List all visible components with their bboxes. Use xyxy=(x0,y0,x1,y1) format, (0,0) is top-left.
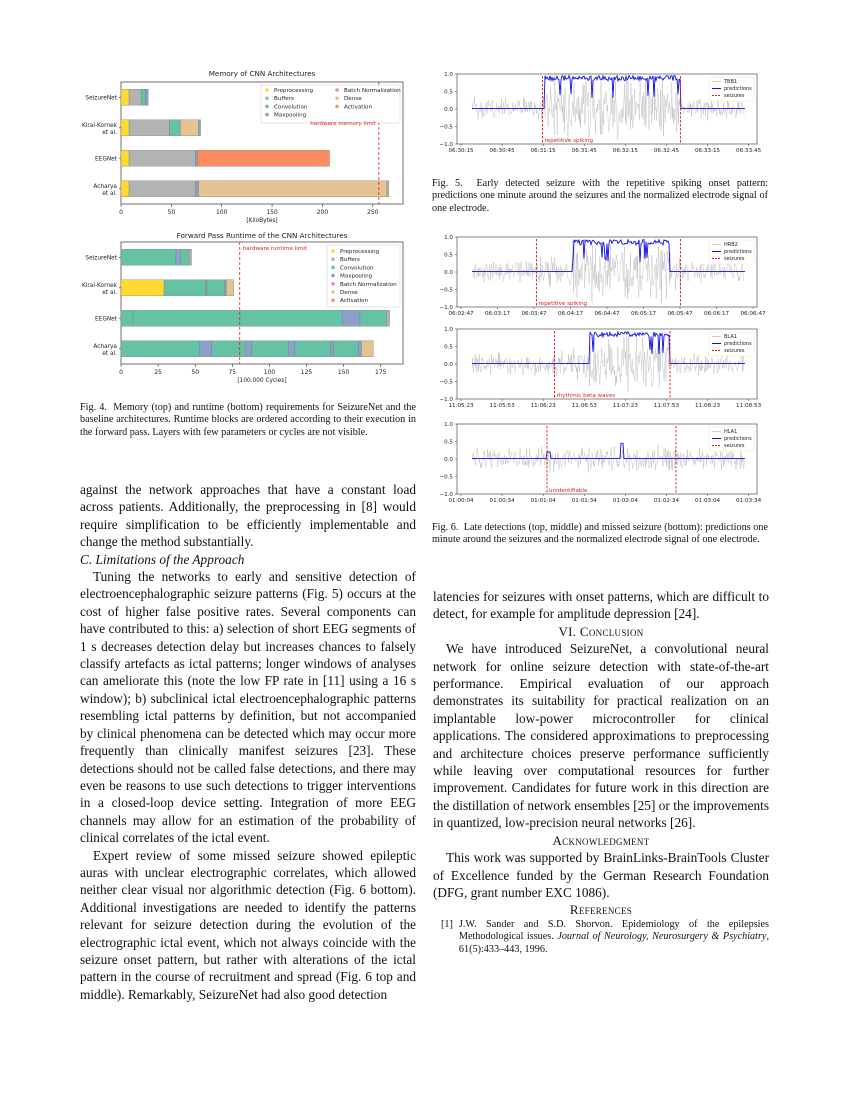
bar-segment xyxy=(129,150,195,166)
x-tick-label: 01:02:34 xyxy=(653,498,680,504)
y-tick-label: −0.5 xyxy=(439,379,453,386)
paragraph-tuning: Tuning the networks to early and sensitive detection of electroencephalographic seizure patterns (Fig. 5) occurs at the cost of higher false positive rates. Several components can have contributed to this: a) selection of short EEG segments of 1 s decreases detection delay but increases chances to falsely classify artefacts as ictal patterns; longer windows of analyses can ameliorate this (note the low FP rate in [11] using a 16 s window); b) subclinical ictal electroencephalographic patterns resembling ictal patterns by definition, but not accompanied by clinical phenomena can be detected which may occur more frequently than clinically manifest seizures [23]. These detections should not be called false detections, and there may even be reasons to use such detections to trigger interventions in a closed-loop device setting. Integration of more EEG channels may allow for an estimation of the probability of clinical correlates of the ictal event. xyxy=(80,569,416,846)
x-tick-label: 06:04:17 xyxy=(557,311,584,317)
legend-label: Dense xyxy=(344,96,362,103)
x-tick-label: 11:08:53 xyxy=(736,403,762,409)
y-tick-label: EEGNet xyxy=(95,316,117,323)
y-tick-label: −0.5 xyxy=(439,287,453,294)
bar-segment xyxy=(180,249,189,265)
fig6-caption-label: Fig. 6. xyxy=(432,522,459,533)
reference-journal: Journal of Neurology, Neurosurgery & Psychiatry xyxy=(557,931,767,943)
fig4-caption xyxy=(80,402,416,439)
bar-segment xyxy=(121,249,176,265)
x-tick-label: 200 xyxy=(316,209,329,216)
y-tick-label: 0.5 xyxy=(444,439,453,446)
x-tick-label: 11:05:53 xyxy=(489,403,515,409)
x-tick-label: 50 xyxy=(191,369,200,376)
x-tick-label: 100 xyxy=(263,369,276,376)
legend-label: Convolution xyxy=(340,265,374,272)
y-tick-label: 0.5 xyxy=(444,252,453,259)
x-tick-label: 06:05:17 xyxy=(630,311,657,317)
legend-label: TBB1 xyxy=(724,79,738,85)
fig5-eeg-plot-tbb1 xyxy=(430,70,770,162)
bar-segment xyxy=(198,150,330,166)
bar-segment xyxy=(145,89,148,105)
x-tick-label: 06:31:45 xyxy=(571,148,597,154)
fig4-caption-text: Memory (top) and runtime (bottom) requirements for SeizureNet and the baseline architectures. Runtime blocks are ordered according to their execution in the forward pass. Layers with few parameters or cycles are not visible. xyxy=(80,402,417,438)
bar-segment xyxy=(121,150,129,166)
paragraph-conclusion: We have introduced SeizureNet, a convolutional neural network for online seizure detection with state-of-the-art performance. Empirical evaluation of our approach demonstrates its suitability for practical realization on an implantable low-power microcontroller for clinical applications. The considered approximations to preprocessing and architecture choices preserve performance sufficiently while leaving over computational resources for further improvement. Candidates for future work in this direction are the distillation of network ensembles [25] or the improvements in quantized, low-precision neural networks [26]. xyxy=(433,641,769,831)
y-tick-label: SeizureNet xyxy=(85,255,117,262)
y-tick-label: et al. xyxy=(102,289,117,296)
bar-segment xyxy=(141,89,145,105)
y-tick-label: Acharya xyxy=(93,183,117,190)
bar-segment xyxy=(207,280,225,296)
bar-segment xyxy=(387,310,390,326)
paragraph-continued: against the network approaches that have a constant load across patients. Additionally, the preprocessing in [8] would require simplification to be efficiently implementable and change the method substantially. xyxy=(80,482,416,550)
y-tick-label: et al. xyxy=(102,190,117,197)
x-tick-label: 01:00:34 xyxy=(489,498,515,504)
y-tick-label: Kiral-Kornek xyxy=(82,282,117,289)
bar-segment xyxy=(121,341,200,357)
x-tick-label: 01:00:04 xyxy=(448,498,474,504)
fig5-caption-label: Fig. 5. xyxy=(432,178,463,189)
paragraph-latencies: latencies for seizures with onset patterns, which are difficult to detect, for example for amplitude depression [24]. xyxy=(433,589,769,622)
legend-label: predictions xyxy=(724,86,752,92)
legend-label: Preprocessing xyxy=(340,249,380,255)
legend-label: seizures xyxy=(724,93,745,99)
bar-segment xyxy=(129,181,195,197)
y-tick-label: SeizureNet xyxy=(85,95,117,102)
x-tick-label: 150 xyxy=(266,209,278,216)
y-tick-label: 1.0 xyxy=(444,72,453,78)
y-tick-label: −0.5 xyxy=(439,474,453,481)
bar-segment xyxy=(133,310,342,326)
bar-segment xyxy=(387,181,389,197)
legend-label: Preprocessing xyxy=(274,88,314,94)
legend-label: Dense xyxy=(340,290,358,296)
y-tick-label: EEGNet xyxy=(95,156,117,163)
bar-segment xyxy=(358,341,361,357)
x-tick-label: 25 xyxy=(154,369,162,376)
section-vi-heading: VI. Conclusion xyxy=(558,623,644,639)
bar-segment xyxy=(289,341,295,357)
bar-segment xyxy=(121,89,129,105)
legend-label: Activation xyxy=(344,104,373,111)
y-tick-label: 1.0 xyxy=(444,327,453,333)
bar-segment xyxy=(164,280,206,296)
fig4-caption-label: Fig. 4. xyxy=(80,402,107,413)
x-axis-label: [KiloBytes] xyxy=(246,218,278,224)
legend-label: HRB2 xyxy=(724,242,738,248)
x-tick-label: 01:01:34 xyxy=(571,498,597,504)
bar-segment xyxy=(333,341,358,357)
fig5-caption-text: Early detected seizure with the repetitive spiking onset pattern: predictions one minute around the seizures and the normalized electrode signal of one electrode. xyxy=(432,178,769,214)
reference-text: J.W. Sander and S.D. Shorvon. Epidemiology of the epilepsies Methodological issues. Journal of Neurology, Neurosurgery & Psychiatry, 61(5):433–443, 1996. xyxy=(458,918,769,955)
bar-segment xyxy=(176,249,180,265)
limit-annotation: hardware runtime limit xyxy=(242,246,307,252)
chart-title: Memory of CNN Architectures xyxy=(208,69,316,78)
bar-segment xyxy=(129,89,141,105)
x-tick-label: 75 xyxy=(228,369,237,376)
x-tick-label: 250 xyxy=(367,209,379,216)
bar-segment xyxy=(206,280,207,296)
bar-segment xyxy=(129,120,169,136)
x-tick-label: 06:05:47 xyxy=(667,311,693,317)
bar-segment xyxy=(225,280,226,296)
legend-label: Maxpooling xyxy=(340,273,373,280)
x-tick-label: 06:06:17 xyxy=(703,311,730,317)
x-tick-label: 0 xyxy=(119,369,123,376)
x-tick-label: 06:31:15 xyxy=(530,148,556,154)
fig6-eeg-plot-hla1 xyxy=(430,420,770,512)
x-tick-label: 06:04:47 xyxy=(594,311,620,317)
x-tick-label: 11:07:53 xyxy=(653,403,680,409)
y-tick-label: 0.5 xyxy=(444,344,453,351)
x-tick-label: 06:30:45 xyxy=(489,148,515,154)
bar-segment xyxy=(246,341,252,357)
x-tick-label: 11:06:23 xyxy=(530,403,556,409)
y-tick-label: Kiral-Kornek xyxy=(82,122,117,129)
bar-segment xyxy=(121,280,164,296)
bar-segment xyxy=(360,310,387,326)
x-axis-label: [100.000 Cycles] xyxy=(237,378,287,384)
y-tick-label: Acharya xyxy=(93,343,117,350)
reference-number: [1] xyxy=(441,918,453,930)
fig4-runtime-chart xyxy=(78,228,418,388)
legend-label: predictions xyxy=(724,436,752,442)
bar-segment xyxy=(196,181,199,197)
x-tick-label: 06:32:15 xyxy=(612,148,638,154)
y-tick-label: 0.0 xyxy=(444,457,453,463)
references-heading: References xyxy=(569,902,633,918)
x-tick-label: 06:30:15 xyxy=(448,148,474,154)
x-tick-label: 11:07:23 xyxy=(612,403,638,409)
x-tick-label: 01:03:04 xyxy=(694,498,721,504)
x-tick-label: 01:03:34 xyxy=(736,498,762,504)
legend-label: BLA1 xyxy=(724,334,737,340)
y-tick-label: et al. xyxy=(102,350,117,357)
bar-segment xyxy=(330,341,333,357)
x-tick-label: 11:06:53 xyxy=(571,403,597,409)
section-c-heading: C. Limitations of the Approach xyxy=(80,551,245,567)
y-tick-label: −1.0 xyxy=(439,305,453,311)
y-tick-label: 0.0 xyxy=(444,107,453,113)
bar-segment xyxy=(199,181,387,197)
onset-annotation: repetitive spiking xyxy=(544,138,594,144)
paragraph-expert-review: Expert review of some missed seizure showed epileptic auras with unclear electrographic correlates, which allowed neither clear visual nor algorithmic detection (Fig. 6 bottom). Additional investigations are needed to identify the patterns relevant for seizure detection during the evolution of the electrographic ictal event, which not always coincide with the seizure onset pattern, but rather with alterations of the ictal pattern in the course of recruitment and spread (Fig. 6 top and middle). Remarkably, SeizureNet had also good detection xyxy=(80,847,416,1002)
legend-label: seizures xyxy=(724,443,745,449)
paragraph-acknowledgment: This work was supported by BrainLinks-BrainTools Cluster of Excellence funded by the German Research Foundation (DFG, grant number EXC 1086). xyxy=(433,850,769,900)
acknowledgment-heading: Acknowledgment xyxy=(552,832,650,848)
x-tick-label: 11:08:23 xyxy=(694,403,721,409)
bar-segment xyxy=(180,120,198,136)
legend-label: predictions xyxy=(724,341,752,347)
x-tick-label: 06:33:15 xyxy=(694,148,721,154)
bar-segment xyxy=(189,249,191,265)
legend-label: Buffers xyxy=(274,96,294,103)
legend-label: Activation xyxy=(340,298,369,305)
legend-label: Buffers xyxy=(340,257,360,264)
x-tick-label: 50 xyxy=(167,209,176,216)
x-tick-label: 06:06:47 xyxy=(740,311,766,317)
legend-label: Maxpooling xyxy=(274,112,307,119)
x-tick-label: 175 xyxy=(375,369,387,376)
bar-segment xyxy=(121,120,129,136)
legend-label: Convolution xyxy=(274,104,308,111)
limit-annotation: hardware memory limit xyxy=(310,121,376,127)
fig5-caption xyxy=(432,178,768,215)
y-tick-label: −1.0 xyxy=(439,492,453,498)
bar-segment xyxy=(121,181,129,197)
legend-label: predictions xyxy=(724,249,752,255)
bar-segment xyxy=(200,341,212,357)
onset-annotation: rhythmic beta waves xyxy=(556,393,616,399)
legend-label: HLA1 xyxy=(724,429,738,435)
bar-segment xyxy=(342,310,360,326)
bar-segment xyxy=(121,310,133,326)
left-text-column xyxy=(80,481,416,1003)
y-tick-label: 0.0 xyxy=(444,362,453,368)
x-tick-label: 125 xyxy=(300,369,313,376)
x-tick-label: 06:02:47 xyxy=(448,311,474,317)
chart-title: Forward Pass Runtime of the CNN Architectures xyxy=(176,231,348,240)
right-text-column xyxy=(433,588,769,956)
bar-segment xyxy=(361,341,373,357)
y-tick-label: 0.0 xyxy=(444,270,453,276)
x-tick-label: 150 xyxy=(337,369,350,376)
y-tick-label: −1.0 xyxy=(439,142,453,148)
legend-label: seizures xyxy=(724,348,745,354)
x-tick-label: 06:33:45 xyxy=(736,148,762,154)
reference-item xyxy=(441,919,769,956)
fig6-caption-text: Late detections (top, middle) and missed seizure (bottom): predictions one minute around the seizures and the normalized electrode signal of one electrode. xyxy=(432,522,768,546)
fig6-eeg-plot-bla1 xyxy=(430,325,770,417)
y-tick-label: 1.0 xyxy=(444,235,453,241)
x-tick-label: 01:02:04 xyxy=(612,498,638,504)
y-tick-label: 1.0 xyxy=(444,422,453,428)
fig4-memory-chart xyxy=(78,66,418,226)
x-tick-label: 100 xyxy=(215,209,228,216)
x-tick-label: 0 xyxy=(119,209,123,216)
bar-segment xyxy=(169,120,180,136)
bar-segment xyxy=(226,280,233,296)
bar-segment xyxy=(295,341,331,357)
onset-annotation: unidentifiable xyxy=(549,488,588,494)
x-tick-label: 06:03:17 xyxy=(484,311,511,317)
fig6-caption xyxy=(432,522,768,547)
fig6-eeg-plot-hrb2 xyxy=(430,233,770,325)
x-tick-label: 01:01:04 xyxy=(530,498,556,504)
x-tick-label: 11:05:23 xyxy=(448,403,474,409)
legend-label: seizures xyxy=(724,256,745,262)
legend-label: Batch Normalization xyxy=(344,88,401,94)
bar-segment xyxy=(252,341,289,357)
x-tick-label: 06:32:45 xyxy=(653,148,680,154)
legend-label: Batch Normalization xyxy=(340,281,397,288)
y-tick-label: −0.5 xyxy=(439,124,453,131)
bar-segment xyxy=(196,150,198,166)
y-tick-label: et al. xyxy=(102,129,117,136)
onset-annotation: repetitive spiking xyxy=(538,301,588,307)
bar-segment xyxy=(212,341,246,357)
y-tick-label: −1.0 xyxy=(439,397,453,403)
x-tick-label: 06:03:47 xyxy=(521,311,547,317)
bar-segment xyxy=(199,120,201,136)
y-tick-label: 0.5 xyxy=(444,89,453,96)
